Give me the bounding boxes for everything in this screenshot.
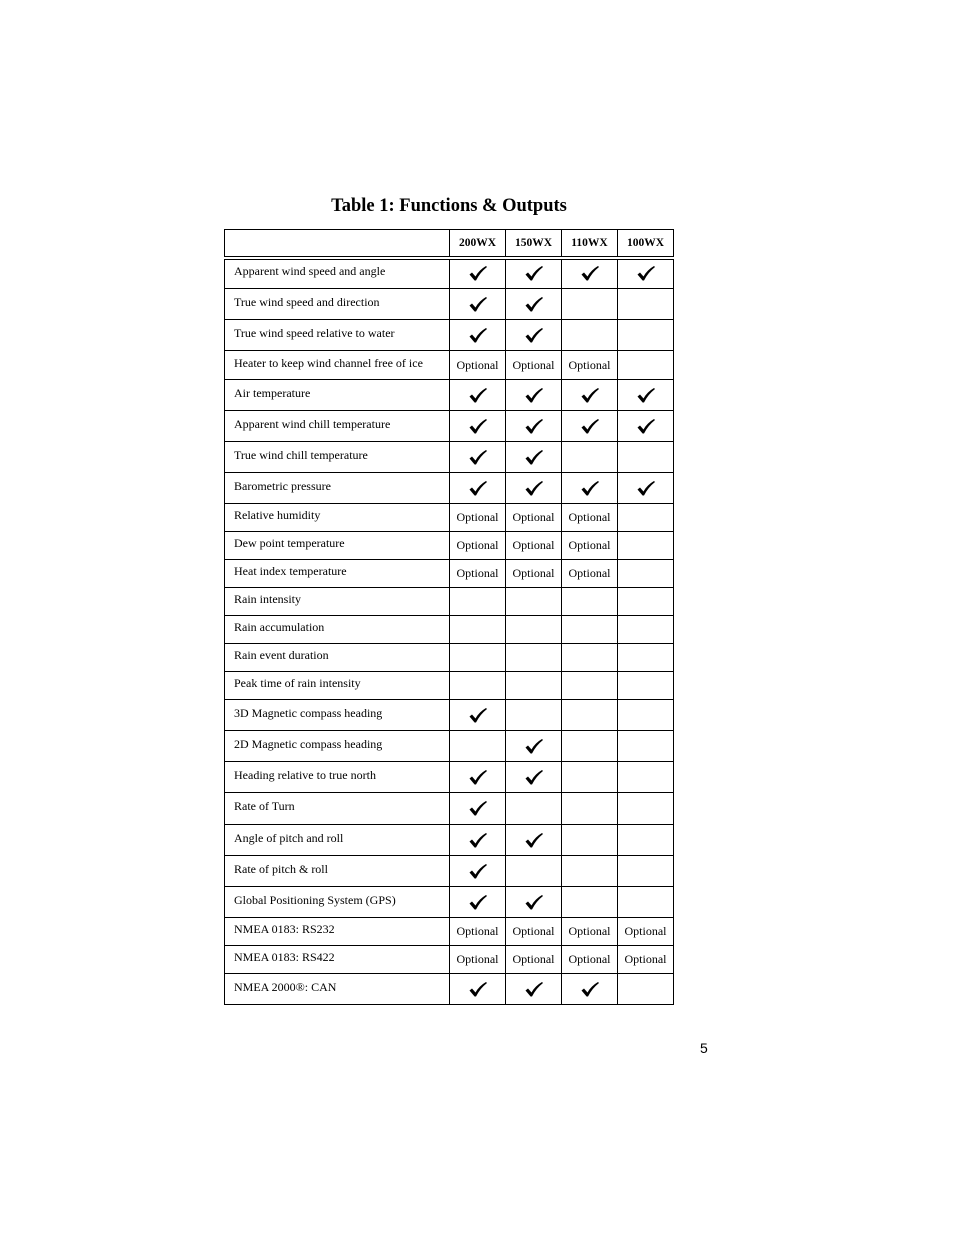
value-cell-100wx xyxy=(618,560,674,588)
value-cell-150wx xyxy=(506,644,562,672)
value-cell-110wx xyxy=(562,918,618,946)
check-icon xyxy=(468,863,488,880)
check-icon xyxy=(468,981,488,998)
check-icon xyxy=(580,387,600,404)
value-cell-100wx xyxy=(618,504,674,532)
value-cell-200wx xyxy=(450,762,506,793)
table-row xyxy=(225,351,674,380)
check-icon xyxy=(636,480,656,497)
column-header-100wx: 100WX xyxy=(618,230,674,258)
row-label-cell xyxy=(225,946,450,974)
value-cell-100wx xyxy=(618,616,674,644)
row-label: Heading relative to true north xyxy=(234,767,376,782)
value-cell-150wx xyxy=(506,588,562,616)
row-label-cell xyxy=(225,411,450,442)
value-cell-150wx xyxy=(506,380,562,411)
row-label-cell xyxy=(225,442,450,473)
row-label: Rain event duration xyxy=(234,648,329,662)
table-row xyxy=(225,918,674,946)
value-cell-150wx xyxy=(506,762,562,793)
optional-text: Optional xyxy=(512,924,555,938)
value-cell-150wx xyxy=(506,473,562,504)
value-cell-150wx xyxy=(506,258,562,289)
value-cell-150wx xyxy=(506,411,562,442)
value-cell-200wx xyxy=(450,825,506,856)
check-icon xyxy=(468,707,488,724)
row-label-cell xyxy=(225,588,450,616)
table-row xyxy=(225,946,674,974)
table-row xyxy=(225,793,674,825)
value-cell-100wx xyxy=(618,946,674,974)
value-cell-100wx xyxy=(618,793,674,825)
optional-text: Optional xyxy=(512,566,555,580)
optional-text: Optional xyxy=(456,357,499,372)
column-header-200wx: 200WX xyxy=(450,230,506,258)
value-cell-110wx xyxy=(562,946,618,974)
optional-text: Optional xyxy=(512,952,555,966)
row-label-cell xyxy=(225,504,450,532)
table-row xyxy=(225,380,674,411)
check-icon xyxy=(524,265,544,282)
value-cell-150wx xyxy=(506,793,562,825)
value-cell-200wx xyxy=(450,560,506,588)
value-cell-100wx xyxy=(618,473,674,504)
row-label: Global Positioning System (GPS) xyxy=(234,892,396,907)
check-icon xyxy=(580,981,600,998)
table-row xyxy=(225,616,674,644)
value-cell-150wx xyxy=(506,918,562,946)
row-label: Heater to keep wind channel free of ice xyxy=(234,355,423,370)
value-cell-100wx xyxy=(618,856,674,887)
value-cell-200wx xyxy=(450,380,506,411)
table-row xyxy=(225,504,674,532)
table-row xyxy=(225,560,674,588)
value-cell-200wx xyxy=(450,411,506,442)
check-icon xyxy=(468,449,488,466)
check-icon xyxy=(468,327,488,344)
value-cell-150wx xyxy=(506,974,562,1005)
row-label: 2D Magnetic compass heading xyxy=(234,736,383,751)
optional-text: Optional xyxy=(456,566,499,580)
table-header-row xyxy=(225,230,674,258)
value-cell-200wx xyxy=(450,856,506,887)
check-icon xyxy=(580,265,600,282)
check-icon xyxy=(524,769,544,786)
table-row xyxy=(225,532,674,560)
value-cell-110wx xyxy=(562,825,618,856)
table-row xyxy=(225,320,674,351)
value-cell-110wx xyxy=(562,380,618,411)
optional-text: Optional xyxy=(456,924,499,938)
value-cell-100wx xyxy=(618,258,674,289)
value-cell-150wx xyxy=(506,825,562,856)
row-label-cell xyxy=(225,616,450,644)
value-cell-100wx xyxy=(618,532,674,560)
value-cell-100wx xyxy=(618,380,674,411)
check-icon xyxy=(524,894,544,911)
value-cell-200wx xyxy=(450,616,506,644)
value-cell-110wx xyxy=(562,532,618,560)
check-icon xyxy=(524,418,544,435)
table-row xyxy=(225,974,674,1005)
row-label-cell xyxy=(225,473,450,504)
value-cell-100wx xyxy=(618,700,674,731)
value-cell-110wx xyxy=(562,644,618,672)
value-cell-200wx xyxy=(450,258,506,289)
value-cell-100wx xyxy=(618,762,674,793)
check-icon xyxy=(580,418,600,435)
value-cell-200wx xyxy=(450,946,506,974)
value-cell-100wx xyxy=(618,974,674,1005)
value-cell-110wx xyxy=(562,700,618,731)
check-icon xyxy=(636,265,656,282)
row-label: Air temperature xyxy=(234,385,311,400)
row-label-cell xyxy=(225,258,450,289)
table-row xyxy=(225,442,674,473)
check-icon xyxy=(524,449,544,466)
functions-outputs-table xyxy=(224,229,674,1005)
optional-text: Optional xyxy=(512,357,555,372)
value-cell-200wx xyxy=(450,504,506,532)
check-icon xyxy=(468,265,488,282)
check-icon xyxy=(468,387,488,404)
value-cell-100wx xyxy=(618,731,674,762)
value-cell-110wx xyxy=(562,320,618,351)
row-label-cell xyxy=(225,672,450,700)
optional-text: Optional xyxy=(568,952,611,966)
value-cell-200wx xyxy=(450,644,506,672)
value-cell-150wx xyxy=(506,320,562,351)
table-row xyxy=(225,258,674,289)
value-cell-110wx xyxy=(562,258,618,289)
row-label: Relative humidity xyxy=(234,508,321,522)
row-label-cell xyxy=(225,644,450,672)
optional-text: Optional xyxy=(568,357,611,372)
value-cell-200wx xyxy=(450,442,506,473)
value-cell-150wx xyxy=(506,731,562,762)
value-cell-150wx xyxy=(506,504,562,532)
row-label-cell xyxy=(225,532,450,560)
row-label-cell xyxy=(225,289,450,320)
value-cell-150wx xyxy=(506,289,562,320)
row-label-cell xyxy=(225,793,450,825)
table-row xyxy=(225,411,674,442)
value-cell-150wx xyxy=(506,560,562,588)
value-cell-110wx xyxy=(562,616,618,644)
value-cell-110wx xyxy=(562,887,618,918)
row-label: Apparent wind speed and angle xyxy=(234,264,386,279)
value-cell-150wx xyxy=(506,672,562,700)
optional-text: Optional xyxy=(568,538,611,552)
check-icon xyxy=(524,387,544,404)
row-label: Apparent wind chill temperature xyxy=(234,416,391,431)
value-cell-110wx xyxy=(562,411,618,442)
optional-text: Optional xyxy=(624,924,667,938)
value-cell-150wx xyxy=(506,856,562,887)
value-cell-110wx xyxy=(562,473,618,504)
table-row xyxy=(225,672,674,700)
row-label: True wind chill temperature xyxy=(234,447,368,462)
row-label: Rate of pitch & roll xyxy=(234,861,328,876)
value-cell-200wx xyxy=(450,289,506,320)
optional-text: Optional xyxy=(456,510,499,524)
row-label: Barometric pressure xyxy=(234,478,331,493)
value-cell-150wx xyxy=(506,946,562,974)
optional-text: Optional xyxy=(456,538,499,552)
value-cell-200wx xyxy=(450,700,506,731)
check-icon xyxy=(524,832,544,849)
table-row xyxy=(225,700,674,731)
value-cell-110wx xyxy=(562,856,618,887)
row-label: NMEA 0183: RS422 xyxy=(234,950,335,964)
table-row xyxy=(225,588,674,616)
row-label-cell xyxy=(225,856,450,887)
row-label-cell xyxy=(225,700,450,731)
optional-text: Optional xyxy=(568,924,611,938)
row-label: Angle of pitch and roll xyxy=(234,830,344,845)
table-row xyxy=(225,887,674,918)
value-cell-110wx xyxy=(562,442,618,473)
value-cell-200wx xyxy=(450,793,506,825)
value-cell-200wx xyxy=(450,672,506,700)
row-label-cell xyxy=(225,351,450,380)
optional-text: Optional xyxy=(568,510,611,524)
value-cell-200wx xyxy=(450,532,506,560)
check-icon xyxy=(468,418,488,435)
value-cell-110wx xyxy=(562,504,618,532)
value-cell-150wx xyxy=(506,351,562,380)
value-cell-100wx xyxy=(618,289,674,320)
row-label: True wind speed relative to water xyxy=(234,325,395,340)
value-cell-200wx xyxy=(450,974,506,1005)
optional-text: Optional xyxy=(568,566,611,580)
value-cell-200wx xyxy=(450,588,506,616)
value-cell-200wx xyxy=(450,887,506,918)
optional-text: Optional xyxy=(512,510,555,524)
value-cell-110wx xyxy=(562,588,618,616)
value-cell-110wx xyxy=(562,560,618,588)
value-cell-200wx xyxy=(450,320,506,351)
value-cell-150wx xyxy=(506,532,562,560)
table-row xyxy=(225,762,674,793)
row-label: True wind speed and direction xyxy=(234,294,380,309)
check-icon xyxy=(636,418,656,435)
check-icon xyxy=(524,480,544,497)
optional-text: Optional xyxy=(624,952,667,966)
table-title: Table 1: Functions & Outputs xyxy=(331,196,567,216)
row-label: Peak time of rain intensity xyxy=(234,676,361,690)
check-icon xyxy=(636,387,656,404)
check-icon xyxy=(468,894,488,911)
check-icon xyxy=(524,981,544,998)
table-body xyxy=(225,258,674,1005)
table-row xyxy=(225,856,674,887)
row-label: NMEA 0183: RS232 xyxy=(234,922,335,936)
value-cell-200wx xyxy=(450,918,506,946)
value-cell-110wx xyxy=(562,793,618,825)
value-cell-100wx xyxy=(618,588,674,616)
header-blank-cell xyxy=(225,230,450,258)
row-label: Heat index temperature xyxy=(234,564,347,578)
table-row xyxy=(225,473,674,504)
check-icon xyxy=(580,480,600,497)
value-cell-100wx xyxy=(618,411,674,442)
row-label: Rate of Turn xyxy=(234,799,295,813)
check-icon xyxy=(524,296,544,313)
check-icon xyxy=(468,296,488,313)
row-label: Dew point temperature xyxy=(234,536,345,550)
row-label: Rain accumulation xyxy=(234,620,325,634)
row-label-cell xyxy=(225,762,450,793)
check-icon xyxy=(468,480,488,497)
check-icon xyxy=(468,800,488,817)
value-cell-110wx xyxy=(562,289,618,320)
check-icon xyxy=(524,738,544,755)
row-label-cell xyxy=(225,380,450,411)
page-number: 5 xyxy=(700,1040,708,1056)
check-icon xyxy=(524,327,544,344)
value-cell-200wx xyxy=(450,731,506,762)
value-cell-110wx xyxy=(562,731,618,762)
table-row xyxy=(225,644,674,672)
row-label: NMEA 2000®: CAN xyxy=(234,979,337,994)
value-cell-110wx xyxy=(562,974,618,1005)
value-cell-150wx xyxy=(506,887,562,918)
value-cell-110wx xyxy=(562,672,618,700)
value-cell-110wx xyxy=(562,762,618,793)
row-label: Rain intensity xyxy=(234,592,301,606)
row-label-cell xyxy=(225,560,450,588)
column-header-150wx: 150WX xyxy=(506,230,562,258)
value-cell-100wx xyxy=(618,644,674,672)
table-row xyxy=(225,825,674,856)
value-cell-100wx xyxy=(618,320,674,351)
optional-text: Optional xyxy=(512,538,555,552)
row-label-cell xyxy=(225,320,450,351)
value-cell-100wx xyxy=(618,672,674,700)
value-cell-150wx xyxy=(506,700,562,731)
row-label: 3D Magnetic compass heading xyxy=(234,705,383,720)
row-label-cell xyxy=(225,918,450,946)
value-cell-150wx xyxy=(506,442,562,473)
value-cell-100wx xyxy=(618,825,674,856)
value-cell-100wx xyxy=(618,351,674,380)
optional-text: Optional xyxy=(456,952,499,966)
row-label-cell xyxy=(225,825,450,856)
value-cell-200wx xyxy=(450,473,506,504)
value-cell-110wx xyxy=(562,351,618,380)
row-label-cell xyxy=(225,731,450,762)
value-cell-100wx xyxy=(618,887,674,918)
value-cell-100wx xyxy=(618,442,674,473)
check-icon xyxy=(468,769,488,786)
check-icon xyxy=(468,832,488,849)
value-cell-150wx xyxy=(506,616,562,644)
value-cell-100wx xyxy=(618,918,674,946)
column-header-110wx: 110WX xyxy=(562,230,618,258)
table-row xyxy=(225,289,674,320)
table-row xyxy=(225,731,674,762)
value-cell-200wx xyxy=(450,351,506,380)
row-label-cell xyxy=(225,887,450,918)
row-label-cell xyxy=(225,974,450,1005)
